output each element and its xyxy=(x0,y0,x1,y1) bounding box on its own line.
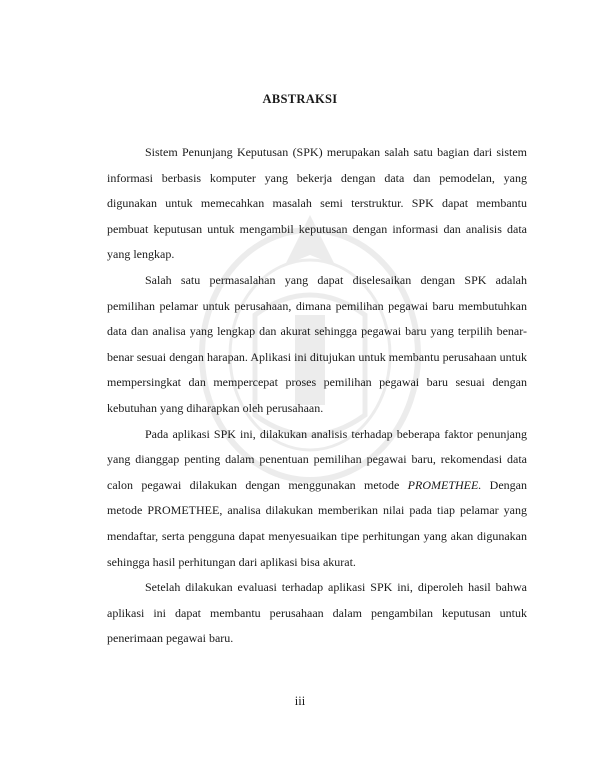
paragraph-4: Setelah dilakukan evaluasi terhadap aplikasi SPK ini, diperoleh hasil bahwa aplikasi ini dapat membantu perusahaan dalam pengambilan keputusan untuk penerimaan pegawai baru. xyxy=(107,580,527,646)
page-title: ABSTRAKSI xyxy=(262,92,338,106)
paragraph-1: Sistem Penunjang Keputusan (SPK) merupakan salah satu bagian dari sistem informasi berbasis komputer yang bekerja dengan data dan pemodelan, yang digunakan untuk memecahkan masalah semi terstruktur. SPK dapat membantu pembuat keputusan untuk mengambil keputusan dengan informasi dan analisis data yang lengkap. xyxy=(107,145,527,262)
abstract-body xyxy=(107,140,527,652)
paragraph-2: Salah satu permasalahan yang dapat diselesaikan dengan SPK adalah pemilihan pelamar untuk perusahaan, dimana pemilihan pegawai baru membutuhkan data dan analisa yang lengkap dan akurat sehingga pegawai baru yang terpilih benar-benar sesuai dengan harapan. Aplikasi ini ditujukan untuk membantu perusahaan untuk mempersingkat dan mempercepat proses pemilihan pegawai baru sesuai dengan kebutuhan yang diharapkan oleh perusahaan. xyxy=(107,272,527,415)
paragraph-3-text-before: Pada aplikasi SPK ini, dilakukan analisis terhadap beberapa faktor penunjang yang dianggap penting dalam penentuan pemilihan pegawai baru, rekomendasi data calon pegawai dilakukan dengan menggunakan metode xyxy=(107,426,527,492)
paragraph-3 xyxy=(107,422,527,576)
paragraph-3-text-after: Dengan metode PROMETHEE, analisa dilakukan memberikan nilai pada tiap pelamar yang mendaftar, serta pengguna dapat menyesuaikan tipe perhitungan yang akan digunakan sehingga hasil perhitungan dari aplikasi bisa akurat. xyxy=(107,477,527,569)
page-number: iii xyxy=(294,694,306,708)
method-name-emphasis: PROMETHEE. xyxy=(407,477,482,492)
